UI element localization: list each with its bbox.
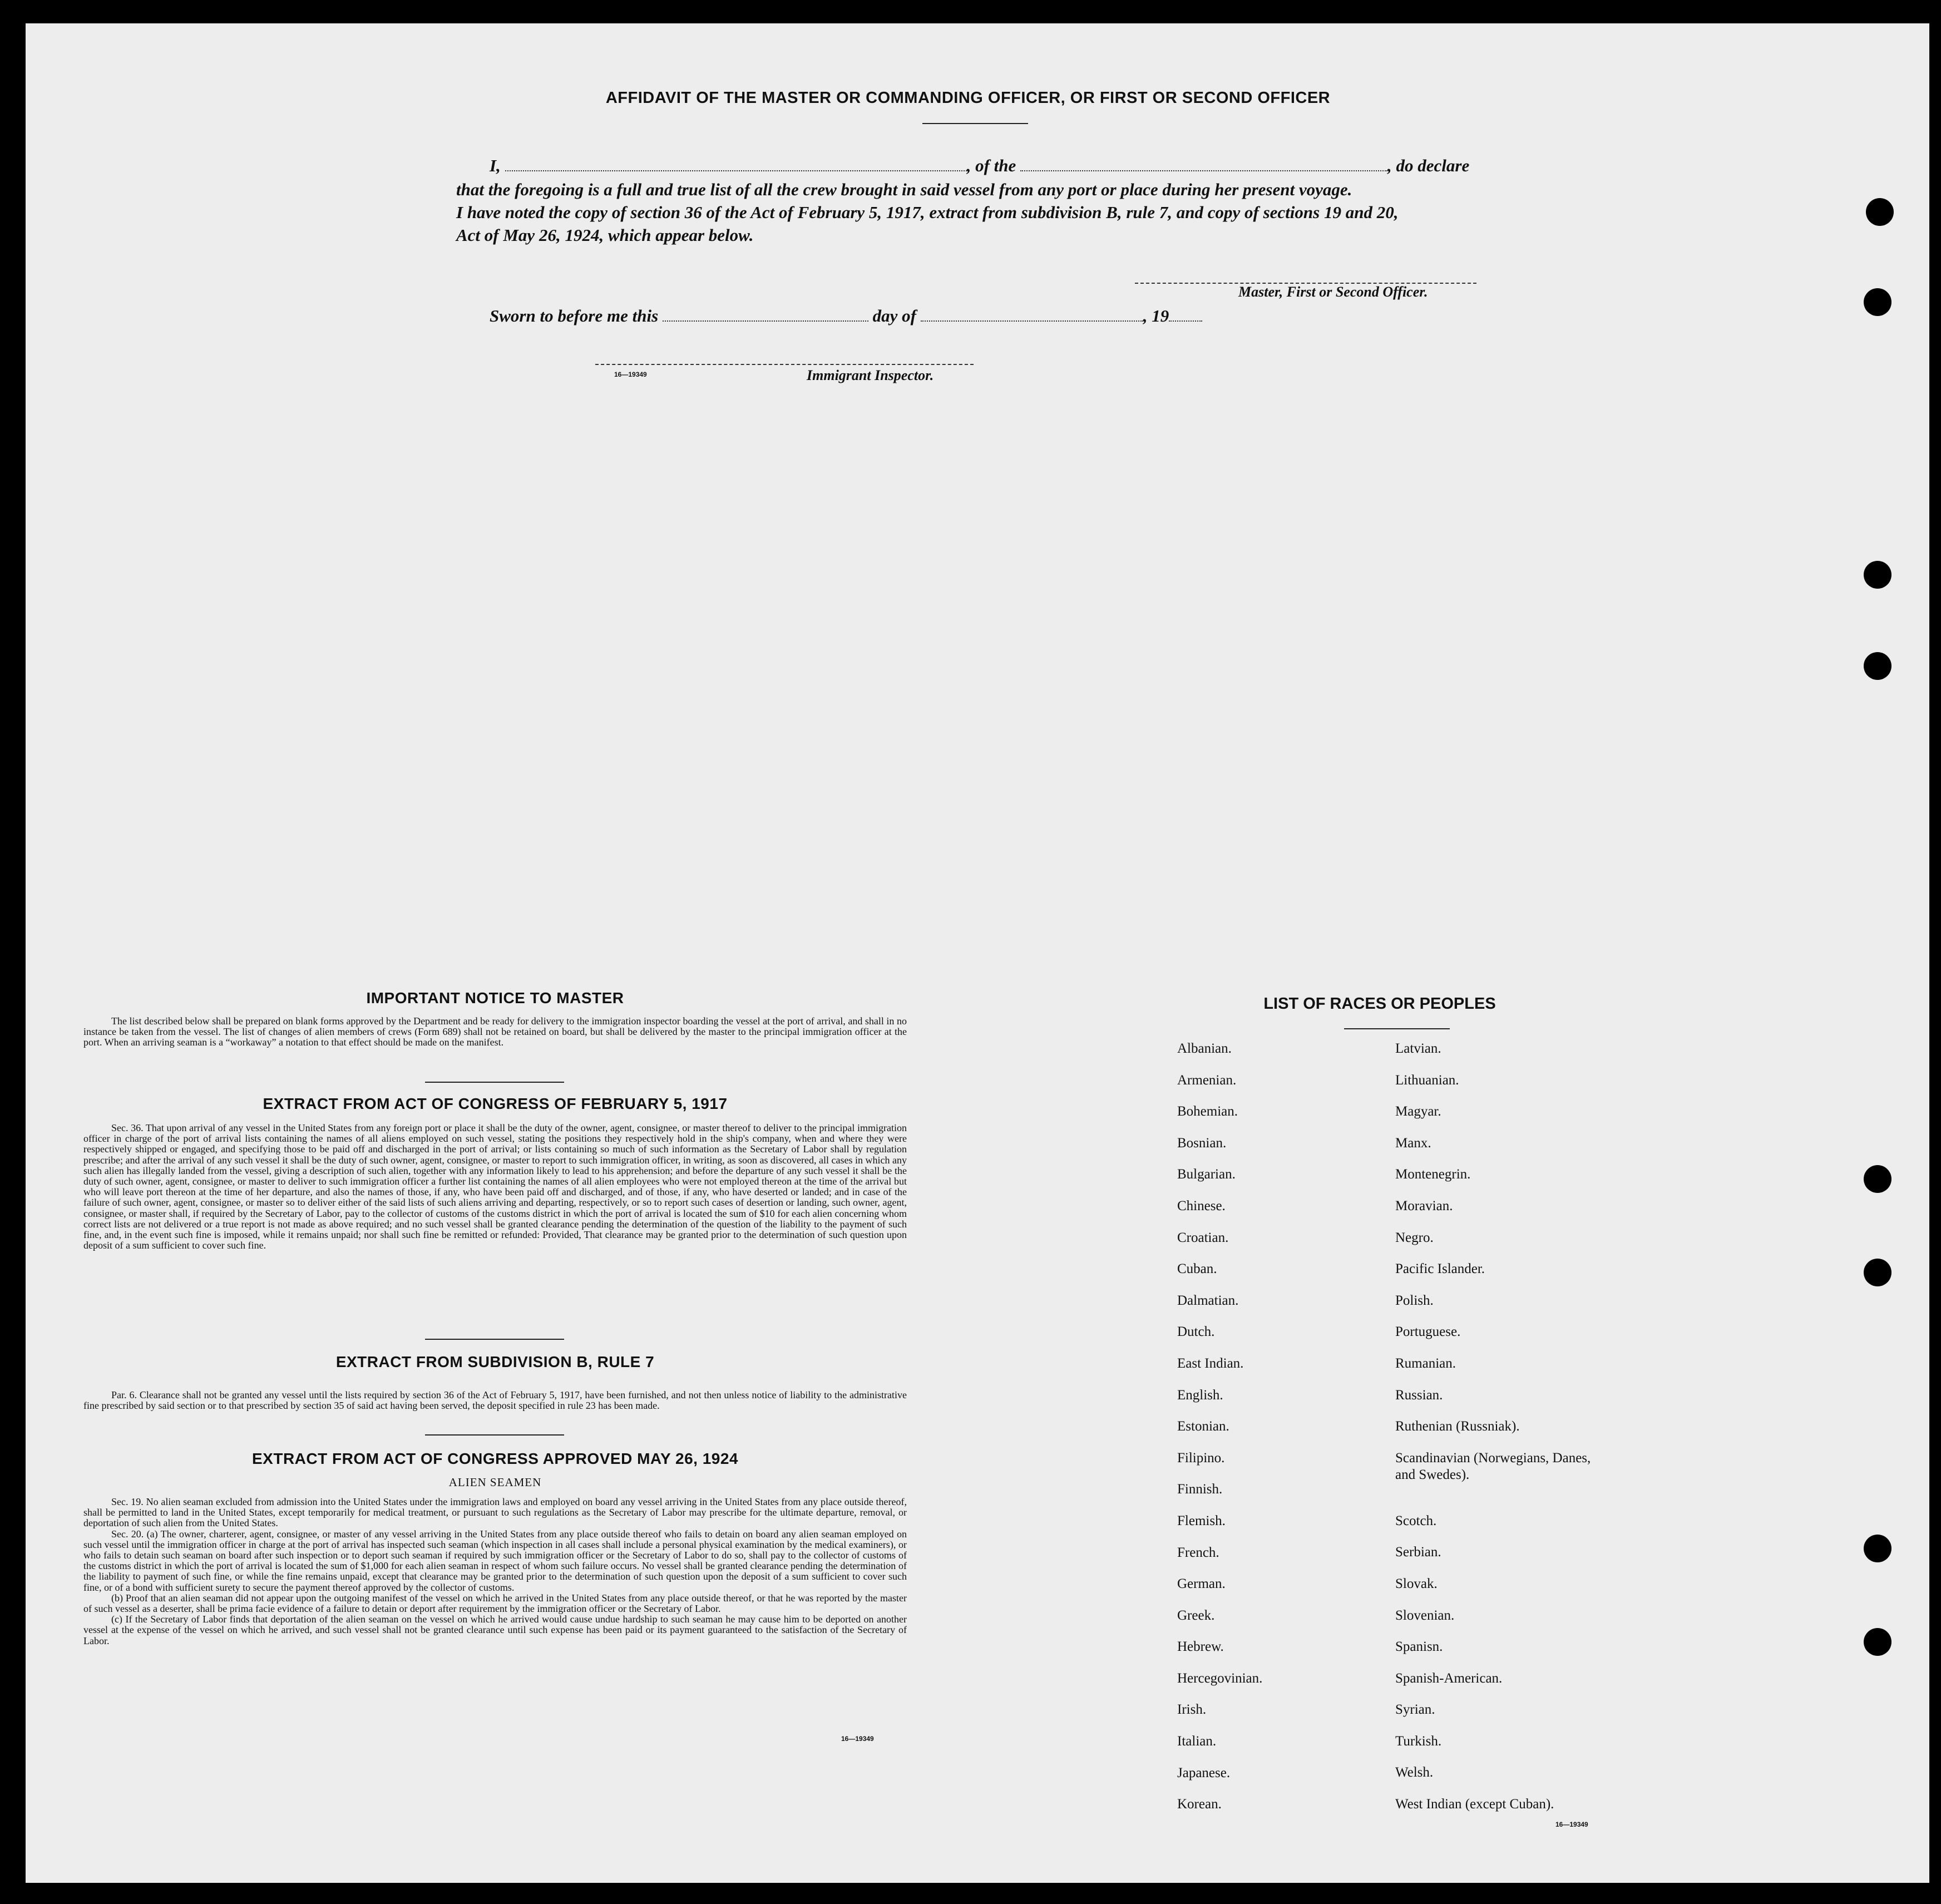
declaration-line-3: I have noted the copy of section 36 of the Act of February 5, 1917, extract from subdivision B, rule 7, and copy of sections 19 and 20, xyxy=(456,203,1399,222)
race-item: Cuban. xyxy=(1177,1261,1217,1277)
affidavit-title: AFFIDAVIT OF THE MASTER OR COMMANDING OFFICER, OR FIRST OR SECOND OFFICER xyxy=(605,89,1331,107)
sworn-year-blank[interactable] xyxy=(1169,316,1202,322)
race-item: Latvian. xyxy=(1395,1041,1441,1056)
race-item: Negro. xyxy=(1395,1230,1434,1245)
declaration-line-2: that the foregoing is a full and true list of all the crew brought in said vessel from any port or place during her present voyage. xyxy=(456,180,1352,199)
race-item: Korean. xyxy=(1177,1797,1222,1812)
race-item: Spanisn. xyxy=(1395,1639,1443,1655)
races-title: LIST OF RACES OR PEOPLES xyxy=(1263,995,1496,1013)
race-item: Irish. xyxy=(1177,1702,1207,1718)
race-item: Turkish. xyxy=(1395,1733,1442,1749)
race-item: Bohemian. xyxy=(1177,1104,1238,1119)
sec-19-paragraph: Sec. 19. No alien seaman excluded from admission into the United States under the immigration laws and employed on board any vessel arriving in the United States from any place outside thereof, shall be permitted to land in the United States, except temporarily for medical treatment, or pursuant to such regulations as the Secretary of Labor may prescribe for the ultimate departure, removal, or deportation of such alien from the United States. xyxy=(83,1496,907,1529)
master-label: Master, First or Second Officer. xyxy=(1238,284,1428,300)
race-item: Bulgarian. xyxy=(1177,1167,1236,1182)
extract-form-number: 16—19349 xyxy=(841,1735,874,1743)
affidavit-form-number: 16—19349 xyxy=(614,371,647,378)
race-item: Hebrew. xyxy=(1177,1639,1224,1655)
extract-1917-text xyxy=(83,1123,907,1251)
race-item: Spanish-American. xyxy=(1395,1670,1503,1686)
par-6-paragraph: Par. 6. Clearance shall not be granted any vessel until the lists required by section 36 of the Act of February 5, 1917, have been furnished, and not then unless notice of liability to the administrative fine prescribed by said section or to that prescribed by section 35 of said act having been served, the deposit specified in rule 23 has been made. xyxy=(83,1389,907,1412)
race-item: East Indian. xyxy=(1177,1355,1244,1371)
race-item: Manx. xyxy=(1395,1135,1431,1151)
race-item: Syrian. xyxy=(1395,1702,1435,1718)
sec-36-paragraph: Sec. 36. That upon arrival of any vessel in the United States from any foreign port or place it shall be the duty of the owner, agent, consignee, or master thereof to deliver to the principal immigration officer in charge of the port of arrival lists containing the names of all aliens employed on such vessel, stating the positions they respectively hold in the ship's company, when and where they were respectively shipped or engaged, and specifying those to be paid off and discharged in the port of arrival; or lists containing so much of such information as the Secretary of Labor shall by regulation prescribe; and after the arrival of any such vessel it shall be the duty of such owner, agent, consignee, or master to report to such immigration officer, in writing, as soon as discovered, all cases in which any such alien has illegally landed from the vessel, giving a description of such alien, together with any information likely to lead to his apprehension; and before the departure of any such vessel it shall be the duty of such owner, agent, consignee, or master to deliver to such immigration officer a further list containing the names of all alien employees who were not employed thereon at the time of the arrival but who will leave port thereon at the time of her departure, and also the names of those, if any, who have been paid off and discharged, and of those, if any, who have deserted or landed; and in case of the failure of such owner, agent, consignee, or master so to deliver either of the said lists of such aliens arriving and departing, respectively, or so to report such cases of desertion or landing, such owner, agent, consignee, or master shall, if required by the Secretary of Labor, pay to the collector of customs of the customs district in which the port of arrival is located the sum of $10 for each alien concerning whom correct lists are not delivered or a true report is not made as above required; and no such vessel shall be granted clearance pending the determination of the question of the liability to the payment of such fine, and, in the event such fine is imposed, while it remains unpaid; nor shall such fine be remitted or refunded: Provided, That clearance may be granted prior to the determination of such question upon deposit of a sum sufficient to cover such fine. xyxy=(83,1122,907,1251)
section-rule xyxy=(425,1434,564,1436)
race-item: German. xyxy=(1177,1576,1226,1592)
declaration-line-4: Act of May 26, 1924, which appear below. xyxy=(456,225,754,245)
race-item: Slovak. xyxy=(1395,1576,1438,1591)
race-item: Montenegrin. xyxy=(1395,1167,1471,1182)
race-item: Flemish. xyxy=(1177,1513,1226,1528)
declaration-of-the: , of the xyxy=(966,156,1016,175)
binder-hole xyxy=(1864,1628,1891,1656)
race-item: Italian. xyxy=(1177,1734,1217,1749)
race-item: Polish. xyxy=(1395,1293,1434,1308)
race-item: Dutch. xyxy=(1177,1324,1215,1340)
sworn-month-blank[interactable] xyxy=(921,316,1143,322)
race-item: Pacific Islander. xyxy=(1395,1261,1485,1277)
binder-hole xyxy=(1864,652,1891,680)
declaration-line-1 xyxy=(456,156,1502,176)
races-form-number: 16—19349 xyxy=(1555,1821,1588,1828)
sworn-day-of: day of xyxy=(872,306,916,325)
race-item-scandinavian: Scandinavian (Norwegians, Danes, and Swedes). xyxy=(1395,1450,1591,1482)
race-item: Hercegovinian. xyxy=(1177,1670,1263,1686)
extract-rule7-title: EXTRACT FROM SUBDIVISION B, RULE 7 xyxy=(335,1353,655,1370)
declaration-i: I, xyxy=(490,156,501,175)
binder-hole xyxy=(1864,561,1891,589)
vessel-blank[interactable] xyxy=(1020,166,1387,171)
race-item: Dalmatian. xyxy=(1177,1293,1239,1308)
binder-hole xyxy=(1864,288,1891,316)
race-item: Serbian. xyxy=(1395,1545,1441,1560)
sec-20a-paragraph: Sec. 20. (a) The owner, charterer, agent, consignee, or master of any vessel arriving in the United States from any place outside thereof who fails to detain on board any alien seaman employed on such vessel until the immigration officer in charge at the port of arrival has inspected such seaman (which inspection in all cases shall include a personal physical examination by the medical examiners), or who fails to detain such seaman on board after such inspection or to deport such seaman if required by such immigration officer or the Secretary of Labor to do so, shall pay to the collector of customs of the customs district in which the port of arrival is located the sum of $1,000 for each alien seaman in respect of whom such failure occurs. No vessel shall be granted clearance pending the determination of the liability to payment of such fine, or while the fine remains unpaid, except that clearance may be granted prior to the determination of such question upon the deposit of a sum sufficient to cover such fine, or of a bond with sufficient surety to secure the payment thereof approved by the collector of customs. xyxy=(83,1528,907,1593)
race-item: Japanese. xyxy=(1177,1765,1231,1780)
race-item: Scotch. xyxy=(1395,1513,1437,1528)
race-item: Lithuanian. xyxy=(1395,1072,1459,1088)
race-item: Croatian. xyxy=(1177,1230,1229,1245)
sworn-line xyxy=(456,306,1502,326)
title-rule xyxy=(922,123,1028,124)
notice-paragraph: The list described below shall be prepared on blank forms approved by the Department and be ready for delivery to the immigration inspector boarding the vessel at the port of arrival, and shall in no instance be taken from the vessel. The list of changes of alien members of crews (Form 689) shall not be retained on board, but shall be delivered by the master to the principal immigration officer at the port. When an arriving seaman is a “workaway” a notation to that effect should be made on the manifest. xyxy=(83,1015,907,1048)
race-item: Armenian. xyxy=(1177,1072,1237,1088)
race-item: French. xyxy=(1177,1545,1219,1560)
races-right-column xyxy=(1395,1040,1607,1828)
alien-seamen-subtitle: ALIEN SEAMEN xyxy=(448,1476,542,1489)
binder-hole xyxy=(1864,1165,1891,1193)
race-item: Bosnian. xyxy=(1177,1135,1227,1151)
sec-20b-paragraph: (b) Proof that an alien seaman did not appear upon the outgoing manifest of the vessel on which he arrived in the United States from any place outside thereof, or that he was reported by the master of such vessel as a deserter, shall be prima facie evidence of a failure to detain or deport after requirement by the immigration officer or the Secretary of Labor. xyxy=(83,1592,907,1615)
binder-hole xyxy=(1866,198,1894,226)
race-item: Russian. xyxy=(1395,1387,1443,1403)
extract-rule7-text xyxy=(83,1390,907,1411)
race-item: Filipino. xyxy=(1177,1450,1225,1466)
race-item: Finnish. xyxy=(1177,1482,1223,1497)
binder-hole xyxy=(1864,1535,1891,1562)
extract-1917-title: EXTRACT FROM ACT OF CONGRESS OF FEBRUARY 5, 1917 xyxy=(263,1095,728,1112)
race-item: Chinese. xyxy=(1177,1198,1226,1214)
race-item: Welsh. xyxy=(1395,1765,1434,1780)
extract-1924-title: EXTRACT FROM ACT OF CONGRESS APPROVED MAY 26, 1924 xyxy=(252,1450,738,1467)
race-item: English. xyxy=(1177,1387,1223,1403)
race-item: Rumanian. xyxy=(1395,1355,1456,1371)
declaration-do-declare: , do declare xyxy=(1387,156,1470,175)
notice-text xyxy=(83,1016,907,1048)
race-item: Ruthenian (Russniak). xyxy=(1395,1419,1520,1434)
race-item: Albanian. xyxy=(1177,1041,1232,1056)
race-item: Moravian. xyxy=(1395,1198,1453,1214)
sworn-day-blank[interactable] xyxy=(663,316,868,322)
section-rule xyxy=(425,1082,564,1083)
race-item: Portuguese. xyxy=(1395,1324,1461,1340)
races-title-rule xyxy=(1344,1028,1450,1029)
name-blank[interactable] xyxy=(505,166,967,171)
sworn-text: Sworn to before me this xyxy=(490,306,659,325)
race-item: Magyar. xyxy=(1395,1104,1441,1119)
race-item: Estonian. xyxy=(1177,1419,1229,1434)
section-rule xyxy=(425,1339,564,1340)
race-item: Greek. xyxy=(1177,1607,1215,1623)
binder-hole xyxy=(1864,1259,1891,1286)
notice-title: IMPORTANT NOTICE TO MASTER xyxy=(366,989,624,1007)
inspector-signature-line[interactable] xyxy=(595,364,974,365)
sworn-year: , 19 xyxy=(1143,306,1169,325)
extract-1924-text xyxy=(83,1497,907,1646)
race-item xyxy=(1395,1450,1607,1513)
race-item: Slovenian. xyxy=(1395,1607,1455,1623)
sec-20c-paragraph: (c) If the Secretary of Labor finds that deportation of the alien seaman on the vessel on which he arrived would cause undue hardship to such seaman he may cause him to be deported on another vessel at the expense of the vessel on which he arrived, and such vessel shall not be granted clearance until such expense has been paid or its payment guaranteed to the satisfaction of the Secretary of Labor. xyxy=(83,1614,907,1646)
races-left-column xyxy=(1177,1040,1262,1828)
inspector-label: Immigrant Inspector. xyxy=(807,367,934,383)
race-item: West Indian (except Cuban). xyxy=(1395,1797,1554,1812)
